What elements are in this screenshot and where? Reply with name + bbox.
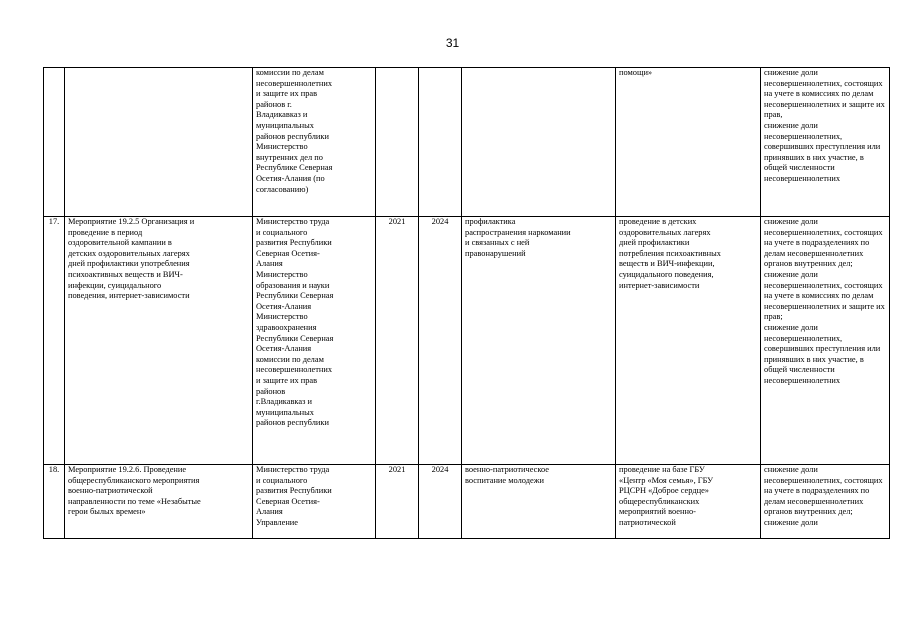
- year-start-cell: [376, 68, 419, 217]
- content-cell: проведение в детских оздоровительных лагерях дней профилактики потребления психоактивных веществ и ВИЧ-инфекции, суицидального поведения, интернет-зависимости: [616, 217, 761, 465]
- executor-cell: комиссии по делам несовершеннолетних и защите их прав районов г. Владикавказ и муниципальных районов республики Министерство внутренних дел по Республике Северная Осетия-Алания (по согласованию): [253, 68, 376, 217]
- activity-cell: Мероприятие 19.2.6. Проведение общереспубликанского мероприятия военно-патриотической направленности по теме «Незабытые герои былых времен»: [65, 465, 253, 539]
- year-end-cell: 2024: [419, 465, 462, 539]
- row-number-cell: 18.: [44, 465, 65, 539]
- table-row: [44, 217, 890, 465]
- row-number-cell: [44, 68, 65, 217]
- content-cell: проведение на базе ГБУ «Центр «Моя семья», ГБУ РЦСРН «Доброе сердце» общереспубликанских мероприятий военно- патриотической: [616, 465, 761, 539]
- year-end-cell: [419, 68, 462, 217]
- indicators-cell: снижение доли несовершеннолетних, состоящих на учете в комиссиях по делам несовершеннолетних и защите их прав, снижение доли несовершеннолетних, совершивших преступления или принявших в них участие, в общей численности несовершеннолетних: [761, 68, 890, 217]
- year-start-cell: 2021: [376, 465, 419, 539]
- activity-cell: Мероприятие 19.2.5 Организация и проведение в период оздоровительной кампании в детских оздоровительных лагерях дней профилактики употребления психоактивных веществ и ВИЧ- инфекции, суицидального поведения, интернет-зависимости: [65, 217, 253, 465]
- indicators-cell: снижение доли несовершеннолетних, состоящих на учете в подразделениях по делам несовершеннолетних органов внутренних дел; снижение доли несовершеннолетних, состоящих на учете в комиссиях по делам несовершеннолетних и защите их прав; снижение доли несовершеннолетних, совершивших преступления или принявших в них участие, в общей численности несовершеннолетних: [761, 217, 890, 465]
- year-start-cell: 2021: [376, 217, 419, 465]
- table-row: [44, 68, 890, 217]
- row-number-cell: 17.: [44, 217, 65, 465]
- content-cell: помощи»: [616, 68, 761, 217]
- activity-cell: [65, 68, 253, 217]
- table-row: [44, 465, 890, 539]
- indicators-cell: снижение доли несовершеннолетних, состоящих на учете в подразделениях по делам несовершеннолетних органов внутренних дел; снижение доли: [761, 465, 890, 539]
- executor-cell: Министерство труда и социального развития Республики Северная Осетия- Алания Управление: [253, 465, 376, 539]
- direction-cell: военно-патриотическое воспитание молодежи: [462, 465, 616, 539]
- year-end-cell: 2024: [419, 217, 462, 465]
- program-activities-table: [43, 67, 890, 539]
- direction-cell: [462, 68, 616, 217]
- direction-cell: профилактика распространения наркомании и связанных с ней правонарушений: [462, 217, 616, 465]
- page-number: 31: [445, 36, 460, 50]
- executor-cell: Министерство труда и социального развития Республики Северная Осетия- Алания Министерство образования и науки Республики Северная Осетия-Алания Министерство здравоохранения Республики Северная Осетия-Алания комиссии по делам несовершеннолетних и защите их прав районов г.Владикавказ и муниципальных районов республики: [253, 217, 376, 465]
